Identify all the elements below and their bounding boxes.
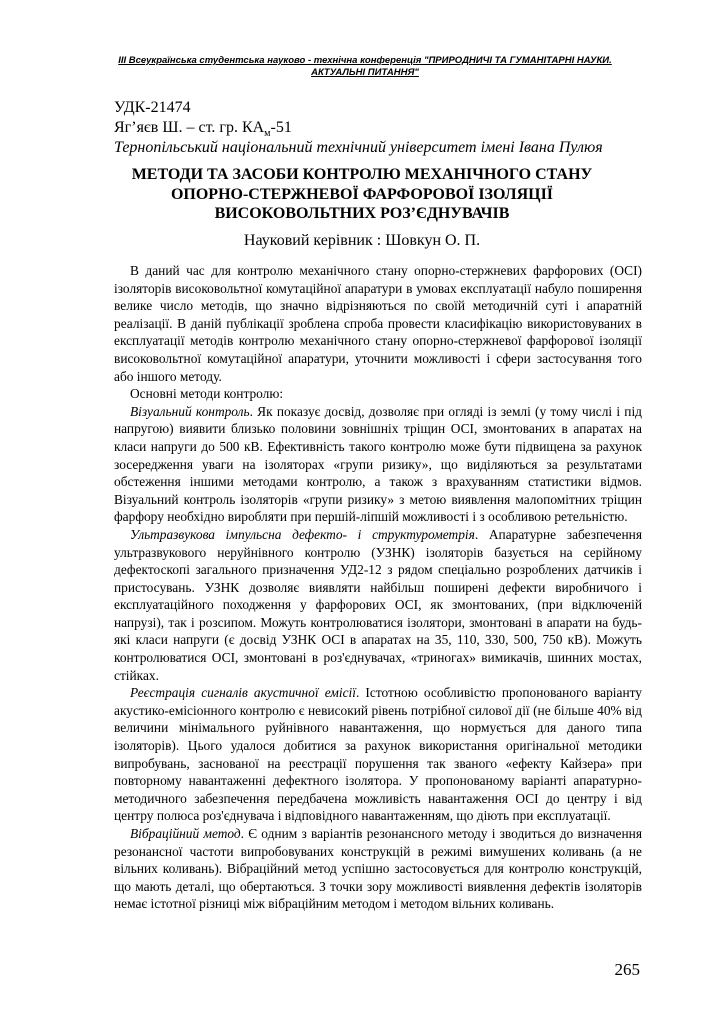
main-methods-heading: Основні методи контролю: (130, 386, 284, 402)
intro-paragraph: В даний час для контролю механічного стану опорно-стержневих фарфорових (ОСІ) ізоляторів високовольтної комутаційної апаратури в умовах експлуатації набуло поширення велике число методів, що значно відрізняються по своїй методичній суті і апаратній реалізації. В даній публікації зроблена спроба провести класифікацію використовуваних в експлуатації методів контролю механічного стану опорно-стержневої фарфорової ізоляції високовольтної комутаційної апаратури, уточнити можливості і сфери застосування того або іншого методу. (114, 263, 642, 384)
ultrasonic-term: Ультразвукова імпульсна дефекто- і структурометрія (130, 526, 475, 542)
conference-header-line-1: ІІІ Всеукраїнська студентська науково - технічна конференція "ПРИРОДНИЧІ ТА ГУМАНІТАРНІ НАУКИ. (118, 55, 612, 66)
vibration-method-text: . Є одним з варіантів резонансного методу і зводиться до визначення резонансної частоти випробовуваних конструкцій в режимі вимушених коливань (а не вільних коливань). Вібраційний метод успішно застосовується для контролю конструкцій, що мають деталі, що обертаються. З точки зору можливості виявлення дефектів ізоляторів немає істотної різниці між вібраційним методом і методом вільних коливань. (114, 826, 642, 912)
title-line-1: МЕТОДИ ТА ЗАСОБИ КОНТРОЛЮ МЕХАНІЧНОГО СТАНУ (131, 166, 593, 183)
university-name: Тернопільський національний технічний університет імені Івана Пулюя (114, 139, 603, 156)
acoustic-emission-text: . Істотною особливістю пропонованого варіанту акустико-емісіонного контролю є невисокий рівень потрібної силової дії (не більше 40% від величини мінімального руйнівного навантаження, що нормується для даного типа ізоляторів). Цього удалося добитися за рахунок використання оригінальної методики випробувань, заснованої на реєстрації порушення так званого «ефекту Кайзера» при повторному навантаженні дефектного ізолятора. У пропонованому варіанті апаратурно-методичного забезпечення передбачена можливість навантаження ОСІ до центру і від центру полюса роз'єднувача і відповідного навантаженням, що діють при експлуатації. (114, 685, 642, 824)
visual-control-paragraph (114, 403, 642, 526)
ultrasonic-text: . Апаратурне забезпечення ультразвукового неруйнівного контролю (УЗНК) ізоляторів базується на серійному дефектоскопі загального призначення УД2-12 з рядом спеціально розроблених датчиків і пристосувань. УЗНК дозволяє виявляти найбільш поширені дефекти виробничого і експлуатаційного походження у фарфорових ОСІ, як змонтованих, (при відключеній напрузі), так і розсипом. Можуть контролюватися ізолятори, змонтовані в апарати на будь-які класи напруги (є досвід УЗНК ОСІ в апаратах на 35, 110, 330, 500, 750 кВ). Можуть контролюватися ОСІ, змонтовані в роз'єднувачах, «триногах» вимикачів, шинних мостах, стійках. (114, 526, 642, 683)
supervisor-line: Науковий керівник : Шовкун О. П. (243, 232, 481, 249)
conference-header-line-2: АКТУАЛЬНІ ПИТАННЯ" (311, 67, 419, 78)
conference-header (100, 55, 630, 79)
ultrasonic-paragraph (114, 526, 642, 684)
title-line-3: ВИСОКОВОЛЬТНИХ РОЗ’ЄДНУВАЧІВ (214, 205, 510, 222)
title-line-2: ОПОРНО-СТЕРЖНЕВОЇ ФАРФОРОВОЇ ІЗОЛЯЦІЇ (170, 185, 554, 203)
author-name: Яг’яєв Ш. – ст. гр. КА (114, 119, 265, 136)
vibration-method-paragraph (114, 825, 642, 913)
visual-control-text: . Як показує досвід, дозволяє при огляді із землі (у тому числі і під напругою) виявити близько половини зовнішніх тріщин ОСІ, змонтованих в апаратах на класи напруги до 500 кВ. Ефективність такого контролю може бути підвищена за рахунок зосередження уваги на ізоляторах «групи ризику», що виділяються за результатами обстеження іншими методами контролю, а також з врахуванням статистики відмов. Візуальний контроль ізоляторів «групи ризику» з метою виявлення малопомітних тріщин фарфору необхідно виробляти при першій-ліпшій можливості і з особливою ретельністю. (114, 403, 642, 525)
paper-body (114, 262, 642, 913)
paper-title (114, 165, 610, 224)
author-line (114, 119, 292, 139)
vibration-method-term: Вібраційний метод (130, 826, 241, 841)
visual-control-term: Візуальний контроль (130, 403, 250, 419)
acoustic-emission-term: Реєстрація сигналів акустичної емісії (130, 685, 356, 701)
acoustic-emission-paragraph (114, 684, 642, 825)
page-number: 265 (614, 960, 640, 979)
author-group-subscript: м (264, 128, 271, 140)
udk-code: УДК-21474 (114, 99, 191, 116)
author-group-suffix: -51 (270, 119, 292, 136)
